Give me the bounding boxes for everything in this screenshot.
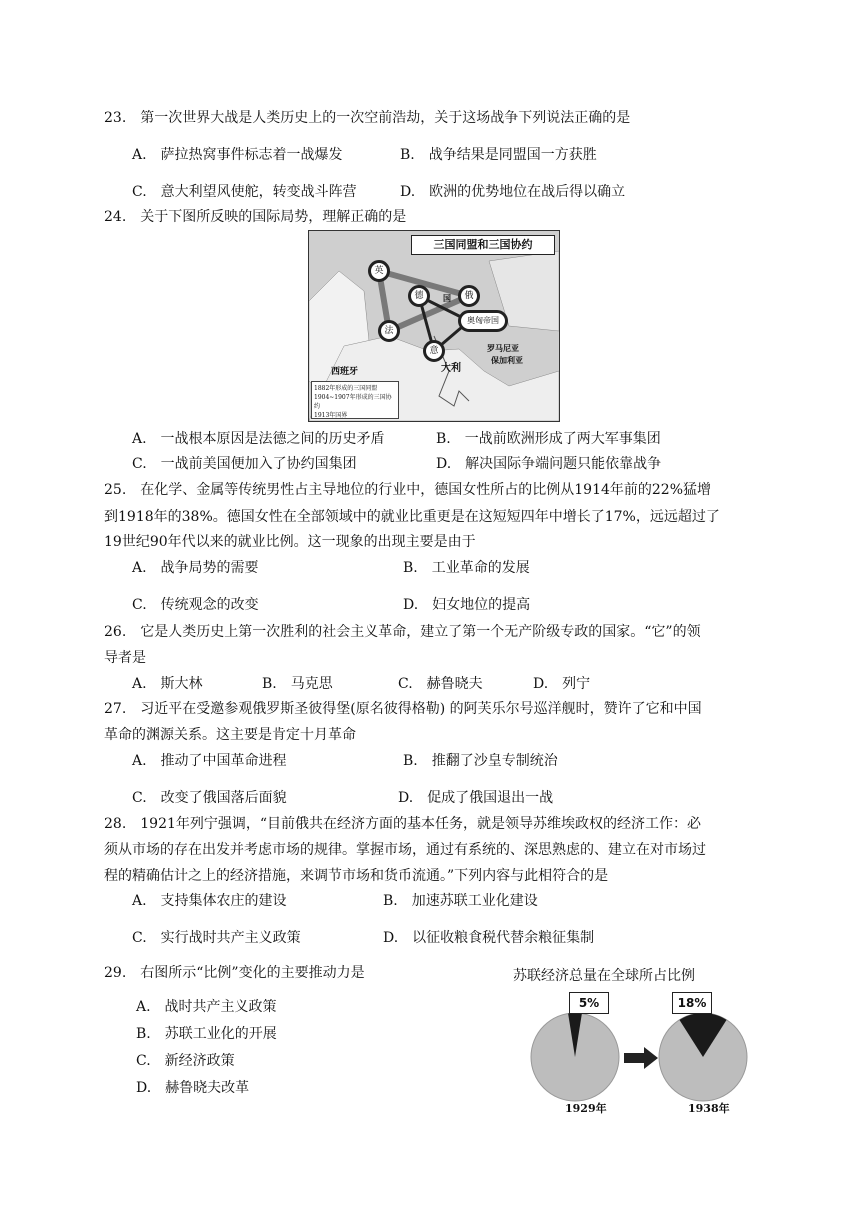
q24-option-b[interactable]: B. 一战前欧洲形成了两大军事集团 (436, 431, 661, 447)
q26-option-d[interactable]: D. 列宁 (533, 676, 591, 692)
map-title: 三国同盟和三国协约 (411, 235, 555, 255)
q23-option-b[interactable]: B. 战争结果是同盟国一方获胜 (400, 147, 597, 163)
q24-stem: 24. 关于下图所反映的国际局势，理解正确的是 (104, 209, 407, 225)
q28-option-a[interactable]: A. 支持集体农庄的建设 (132, 893, 287, 909)
q23-option-c[interactable]: C. 意大利望风使舵，转变战斗阵营 (132, 184, 357, 200)
node-germany: 德 (408, 285, 430, 307)
q27-option-c[interactable]: C. 改变了俄国落后面貌 (132, 790, 287, 806)
q28-option-c[interactable]: C. 实行战时共产主义政策 (132, 930, 301, 946)
q26-option-c[interactable]: C. 赫鲁晓夫 (398, 676, 483, 692)
map-legend (311, 381, 399, 419)
q23-option-a[interactable]: A. 萨拉热窝事件标志着一战爆发 (132, 147, 343, 163)
q28-option-b[interactable]: B. 加速苏联工业化建设 (383, 893, 538, 909)
q25-line3: 19世纪90年代以来的就业比例。这一现象的出现主要是由于 (104, 534, 476, 550)
arrow-icon (624, 1047, 658, 1069)
q28-line1: 28. 1921年列宁强调，“目前俄共在经济方面的基本任务，就是领导苏维埃政权的经济工作：必 (104, 816, 702, 832)
q29-stem: 29. 右图所示“比例”变化的主要推动力是 (104, 965, 365, 981)
node-france: 法 (378, 320, 400, 342)
label-1938-percent: 18% (672, 992, 712, 1014)
label-italy-region: 大利 (441, 363, 461, 374)
q26-option-a[interactable]: A. 斯大林 (132, 676, 203, 692)
q27-line1: 27. 习近平在受邀参观俄罗斯圣彼得堡(原名彼得格勒) 的阿芙乐尔号巡洋舰时，赞许了它和中国 (104, 701, 702, 717)
label-spain: 西班牙 (331, 367, 359, 377)
q27-line2: 革命的渊源关系。这主要是肯定十月革命 (104, 727, 356, 743)
label-guo: 国 (443, 293, 451, 303)
legend-border: 1913年国界 (314, 412, 348, 419)
q23-option-d[interactable]: D. 欧洲的优势地位在战后得以确立 (400, 184, 626, 200)
q28-option-d[interactable]: D. 以征收粮食税代替余粮征集制 (383, 930, 595, 946)
q28-line3: 程的精确估计之上的经济措施，来调节市场和货币流通。”下列内容与此相符合的是 (104, 868, 609, 884)
year-1938: 1938年 (688, 1102, 730, 1115)
q25-option-c[interactable]: C. 传统观念的改变 (132, 597, 259, 613)
q24-option-a[interactable]: A. 一战根本原因是法德之间的历史矛盾 (132, 431, 385, 447)
q29-option-c[interactable]: C. 新经济政策 (136, 1053, 235, 1069)
node-russia: 俄 (458, 285, 480, 307)
q27-option-d[interactable]: D. 促成了俄国退出一战 (398, 790, 554, 806)
node-britain: 英 (368, 260, 390, 282)
q25-option-d[interactable]: D. 妇女地位的提高 (403, 597, 531, 613)
legend-triple-alliance: 1882年形成的三国同盟 (314, 385, 378, 392)
q27-option-b[interactable]: B. 推翻了沙皇专制统治 (403, 753, 558, 769)
q29-option-a[interactable]: A. 战时共产主义政策 (136, 999, 277, 1015)
q26-line1: 26. 它是人类历史上第一次胜利的社会主义革命，建立了第一个无产阶级专政的国家。“它”的领 (104, 624, 701, 640)
label-1929-percent: 5% (569, 992, 609, 1014)
q25-option-b[interactable]: B. 工业革命的发展 (403, 560, 530, 576)
q27-option-a[interactable]: A. 推动了中国革命进程 (132, 753, 287, 769)
q25-option-a[interactable]: A. 战争局势的需要 (132, 560, 259, 576)
q25-line1: 25. 在化学、金属等传统男性占主导地位的行业中，德国女性所占的比例从1914年前的22%猛增 (104, 482, 712, 498)
q26-line2: 导者是 (104, 650, 146, 666)
q25-line2: 到1918年的38%。德国女性在全部领域中的就业比重更是在这短短四年中增长了17%，远远超过了 (104, 509, 720, 525)
alliance-map (308, 230, 560, 422)
node-austria-hungary: 奥匈帝国 (458, 310, 508, 332)
q28-line2: 须从市场的存在出发并考虑市场的规律。掌握市场，通过有系统的、深思熟虑的、建立在对市场过 (104, 842, 706, 858)
q29-option-b[interactable]: B. 苏联工业化的开展 (136, 1026, 277, 1042)
q24-option-d[interactable]: D. 解决国际争端问题只能依靠战争 (436, 456, 662, 472)
legend-triple-entente: 1904~1907年形成的三国协约 (314, 394, 392, 410)
q29-option-d[interactable]: D. 赫鲁晓夫改革 (136, 1080, 250, 1096)
q26-option-b[interactable]: B. 马克思 (262, 676, 333, 692)
label-bulgaria: 保加利亚 (491, 355, 523, 365)
chart-title: 苏联经济总量在全球所占比例 (513, 968, 695, 984)
q24-option-c[interactable]: C. 一战前美国便加入了协约国集团 (132, 456, 357, 472)
label-romania: 罗马尼亚 (487, 343, 519, 353)
year-1929: 1929年 (565, 1102, 607, 1115)
q23-stem: 23. 第一次世界大战是人类历史上的一次空前浩劫，关于这场战争下列说法正确的是 (104, 110, 631, 126)
node-italy: 意 (423, 340, 445, 362)
